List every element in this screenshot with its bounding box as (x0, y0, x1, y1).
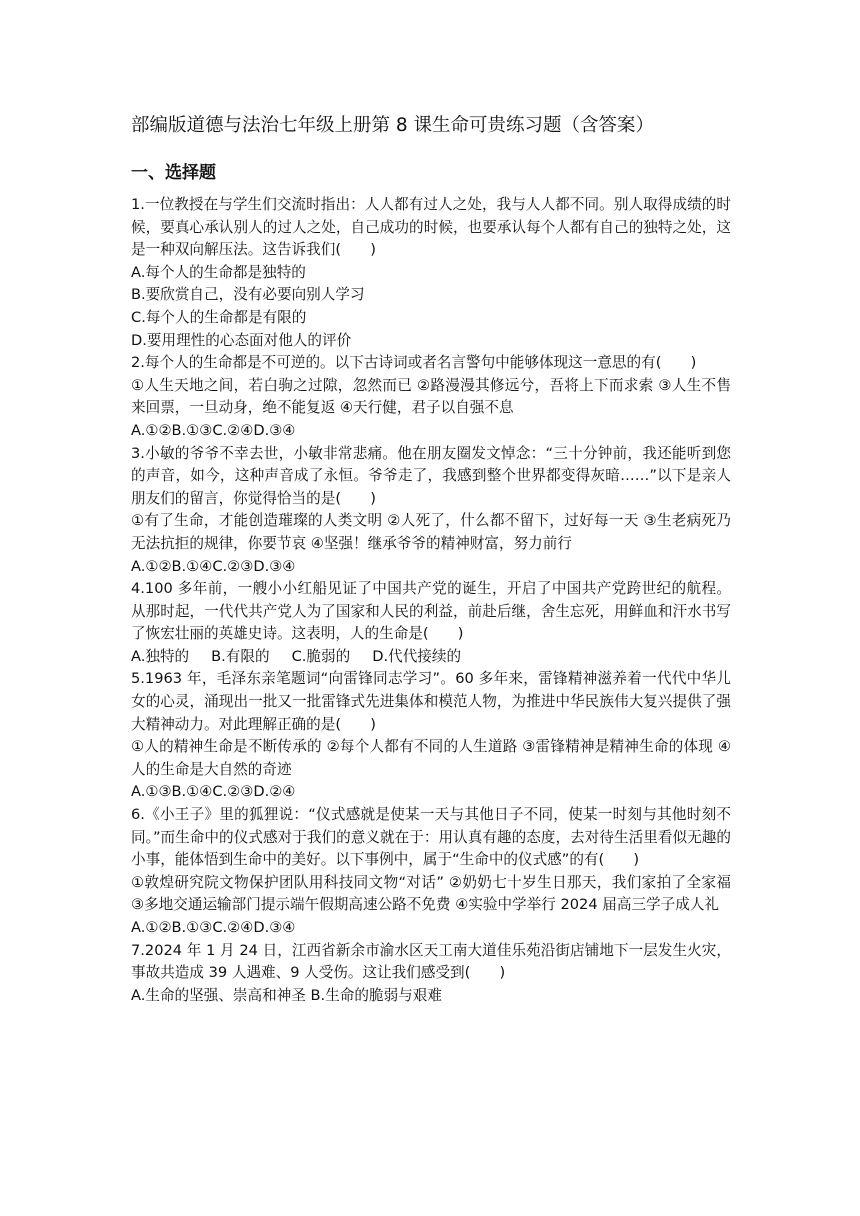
question-stem: 5.1963 年，毛泽东亲笔题词“向雷锋同志学习”。60 多年来，雷锋精神滋养着一代代中华儿女的心灵，涌现出一批又一批雷锋式先进集体和模范人物，为推进中华民族伟大复兴提供了强大精神动力。对此理解正确的是( ) (131, 670, 731, 733)
question-items: ①人生天地之间，若白驹之过隙，忽然而已 ②路漫漫其修远兮，吾将上下而求索 ③人生不售来回票，一旦动身，绝不能复返 ④天行健，君子以自强不息 (131, 376, 731, 417)
answer-options (131, 646, 731, 669)
option-d: D.代代接续的 (372, 647, 462, 665)
question-stem: 3.小敏的爷爷不幸去世，小敏非常悲痛。他在朋友圈发文悼念：“三十分钟前，我还能听到您的声音，如今，这种声音成了永恒。爷爷走了，我感到整个世界都变得灰暗……”以下是亲人朋友们的留言，你觉得恰当的是( ) (131, 444, 731, 507)
question-stem: 2.每个人的生命都是不可逆的。以下古诗词或者名言警句中能够体现这一意思的有( ) (131, 354, 697, 372)
question-items: ①人的精神生命是不断传承的 ②每个人都有不同的人生道路 ③雷锋精神是精神生命的体现 ④人的生命是大自然的奇迹 (131, 738, 731, 778)
question-stem: 7.2024 年 1 月 24 日，江西省新余市渝水区天工南大道佳乐苑沿街店铺地下一层发生火灾，事故共造成 39 人遇难、9 人受伤。这让我们感受到( ) (131, 941, 731, 982)
answer-options: A.①②B.①④C.②③D.③④ (131, 557, 296, 575)
document-title: 部编版道德与法治七年级上册第 8 课生命可贵练习题（含答案） (131, 115, 655, 136)
question-stem: 6.《小王子》里的狐狸说：“仪式感就是使某一天与其他日子不同，使某一时刻与其他时刻不同。”而生命中的仪式感对于我们的意义就在于：用认真有趣的态度，去对待生活里看似无趣的小事，能体悟到生命中的美好。以下事例中，属于“生命中的仪式感”的有( ) (131, 806, 731, 869)
question-6 (131, 804, 731, 940)
question-items: ①有了生命，才能创造璀璨的人类文明 ②人死了，什么都不留下，过好每一天 ③生老病死乃无法抗拒的规律，你要节哀 ④坚强！继承爷爷的精神财富，努力前行 (131, 512, 731, 552)
question-items: ①敦煌研究院文物保护团队用科技同文物“对话” ②奶奶七十岁生日那天，我们家拍了全家福 ③多地交通运输部门提示端午假期高速公路不免费 ④实验中学举行 2024 届高三学子成人礼 (131, 873, 731, 914)
question-stem: 4.100 多年前，一艘小小红船见证了中国共产党的诞生，开启了中国共产党跨世纪的航程。从那时起，一代代共产党人为了国家和人民的利益，前赴后继，舍生忘死，用鲜血和汗水书写了恢宏壮丽的英雄史诗。这表明，人的生命是( ) (131, 580, 731, 643)
option-a: A.每个人的生命都是独特的 (131, 263, 306, 281)
question-2 (131, 352, 731, 442)
answer-options: A.①②B.①③C.②④D.③④ (131, 919, 296, 936)
option-c: C.每个人的生命都是有限的 (131, 308, 307, 326)
question-7 (131, 940, 731, 1008)
option-c: C.脆弱的 (291, 647, 351, 665)
option-b: B.要欣赏自己，没有必要向别人学习 (131, 286, 365, 304)
question-4 (131, 578, 731, 668)
document-page (131, 112, 731, 1007)
question-1 (131, 194, 731, 352)
section-heading: 一、选择题 (131, 163, 216, 183)
question-5 (131, 668, 731, 804)
option-b: B.有限的 (211, 647, 270, 665)
option-a: A.独特的 (131, 647, 190, 665)
question-stem: 1.一位教授在与学生们交流时指出：人人都有过人之处，我与人人都不同。别人取得成绩的时候，要真心承认别人的过人之处，自己成功的时候，也要承认每个人都有自己的独特之处，这是一种双向解压法。这告诉我们( ) (131, 196, 731, 259)
answer-options: A.生命的坚强、崇高和神圣 B.生命的脆弱与艰难 (131, 986, 442, 1004)
question-3 (131, 443, 731, 579)
answer-options: A.①③B.①④C.②③D.②④ (131, 783, 296, 801)
answer-options: A.①②B.①③C.②④D.③④ (131, 421, 296, 439)
option-d: D.要用理性的心态面对他人的评价 (131, 331, 352, 349)
